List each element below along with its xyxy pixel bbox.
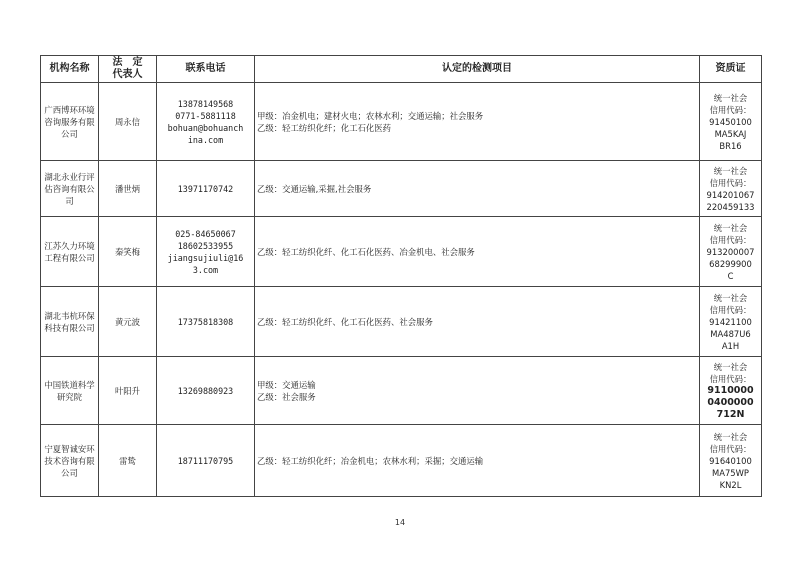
credential-cell	[700, 217, 762, 287]
org-name-cell: 宁夏智诚安环技术咨询有限公司	[41, 425, 99, 497]
table-row	[41, 425, 762, 497]
projects-cell	[255, 287, 700, 357]
table-header-row	[41, 56, 762, 83]
credential-line: 统一社会	[713, 165, 748, 176]
credential-line: 统一社会	[713, 222, 748, 233]
credential-line: KN2L	[719, 479, 742, 490]
table-row	[41, 83, 762, 161]
credential-line: 914201067	[706, 189, 755, 200]
qualification-table	[40, 55, 762, 497]
project-grade-line: 乙级：轻工纺织化纤；化工石化医药	[257, 122, 391, 133]
phone-line: 025-84650067	[175, 228, 236, 239]
header-org-name: 机构名称	[41, 56, 99, 83]
credential-line: 信用代码：	[709, 304, 752, 315]
credential-line: MA75WP	[712, 467, 749, 478]
header-phone: 联系电话	[157, 56, 255, 83]
projects-cell	[255, 425, 700, 497]
org-name-cell: 江苏久力环境工程有限公司	[41, 217, 99, 287]
phone-cell	[157, 287, 255, 357]
table-row	[41, 357, 762, 425]
project-grade-line: 乙级：社会服务	[257, 391, 316, 402]
org-name-cell: 广西博环环境咨询服务有限公司	[41, 83, 99, 161]
project-grade-line: 乙级：轻工纺织化纤、化工石化医药、冶金机电、社会服务	[257, 246, 475, 257]
projects-cell	[255, 217, 700, 287]
phone-line: jiangsujiuli@16	[167, 252, 244, 263]
phone-line: 18711170795	[177, 455, 234, 466]
legal-rep-cell: 潘世炳	[99, 161, 157, 217]
legal-rep-cell: 雷鸷	[99, 425, 157, 497]
table-row	[41, 287, 762, 357]
phone-line: ina.com	[187, 134, 224, 145]
project-grade-line: 乙级：轻工纺织化纤、化工石化医药、社会服务	[257, 316, 433, 327]
phone-line: bohuan@bohuanch	[167, 122, 244, 133]
credential-line: 0400000	[707, 396, 754, 408]
credential-cell	[700, 161, 762, 217]
project-grade-line: 乙级：交通运输,采掘,社会服务	[257, 183, 372, 194]
credential-line: 统一社会	[713, 431, 748, 442]
projects-cell	[255, 357, 700, 425]
project-grade-line: 甲级：冶金机电；建材火电；农林水利；交通运输；社会服务	[257, 110, 484, 121]
credential-line: 信用代码：	[709, 177, 752, 188]
phone-cell	[157, 161, 255, 217]
phone-line: 13878149568	[177, 98, 234, 109]
legal-rep-cell: 秦笑梅	[99, 217, 157, 287]
credential-cell	[700, 83, 762, 161]
legal-rep-cell: 周永信	[99, 83, 157, 161]
legal-rep-cell: 黄元波	[99, 287, 157, 357]
project-grade-line: 甲级：交通运输	[257, 379, 316, 390]
credential-cell	[700, 425, 762, 497]
credential-line: 统一社会	[713, 92, 748, 103]
credential-line: 91421100	[709, 316, 752, 327]
phone-line: 3.com	[192, 264, 219, 275]
credential-line: 信用代码：	[709, 373, 752, 384]
credential-line: 统一社会	[713, 361, 748, 372]
credential-line: MA487U6	[710, 328, 751, 339]
header-legal-rep-line1: 法 定	[112, 57, 143, 68]
header-projects: 认定的检测项目	[255, 56, 700, 83]
credential-line: 220459133	[706, 201, 755, 212]
credential-line: 统一社会	[713, 292, 748, 303]
table-body	[41, 83, 762, 497]
phone-line: 0771-5881118	[175, 110, 236, 121]
header-legal-rep	[99, 56, 157, 83]
phone-cell	[157, 83, 255, 161]
org-name-cell: 湖北韦杭环保科技有限公司	[41, 287, 99, 357]
project-grade-line: 乙级：轻工纺织化纤；冶金机电；农林水利；采掘；交通运输	[257, 455, 484, 466]
credential-cell	[700, 287, 762, 357]
credential-line: 68299900	[709, 258, 752, 269]
credential-line: A1H	[721, 340, 740, 351]
org-name-cell: 中国铁道科学研究院	[41, 357, 99, 425]
credential-line: 信用代码：	[709, 104, 752, 115]
org-name-cell: 湖北永业行评估咨询有限公司	[41, 161, 99, 217]
table-row	[41, 161, 762, 217]
credential-line: 9110000	[707, 384, 754, 396]
credential-line: 信用代码：	[709, 234, 752, 245]
legal-rep-cell: 叶阳升	[99, 357, 157, 425]
phone-line: 17375818308	[177, 316, 234, 327]
credential-line: MA5KAJ	[714, 128, 747, 139]
phone-cell	[157, 425, 255, 497]
phone-cell	[157, 217, 255, 287]
phone-cell	[157, 357, 255, 425]
header-credential: 资质证	[700, 56, 762, 83]
credential-line: BR16	[719, 140, 742, 151]
page-number: 14	[394, 518, 406, 527]
credential-cell	[700, 357, 762, 425]
projects-cell	[255, 83, 700, 161]
phone-line: 18602533955	[177, 240, 234, 251]
credential-line: C	[727, 270, 734, 281]
credential-line: 信用代码：	[709, 443, 752, 454]
phone-line: 13971170742	[177, 183, 234, 194]
credential-line: 91640100	[709, 455, 752, 466]
projects-cell	[255, 161, 700, 217]
credential-line: 91450100	[709, 116, 752, 127]
credential-line: 712N	[716, 408, 745, 420]
table-row	[41, 217, 762, 287]
phone-line: 13269880923	[177, 385, 234, 396]
header-legal-rep-line2: 代表人	[112, 69, 143, 80]
credential-line: 913200007	[706, 246, 755, 257]
